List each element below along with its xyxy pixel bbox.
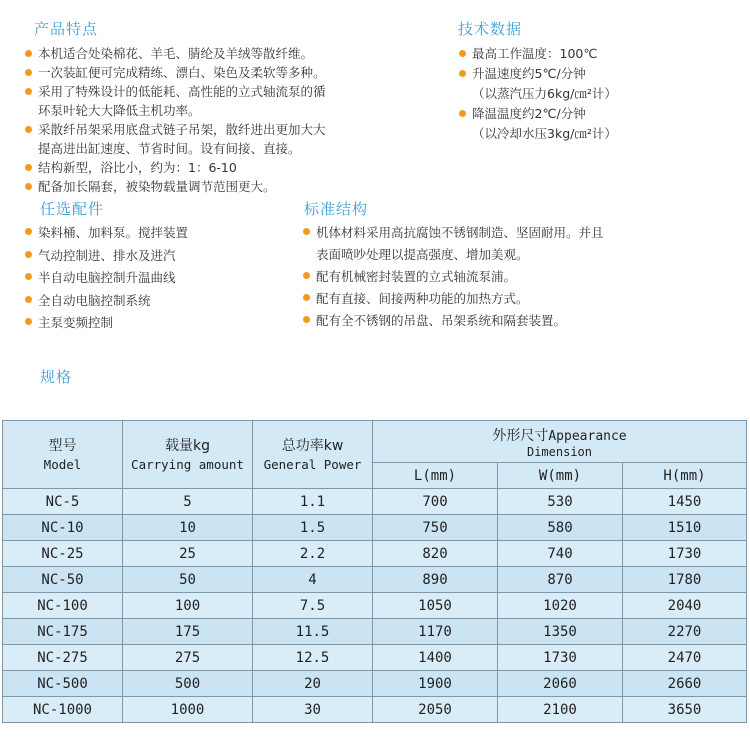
list-item: 降温温度约2℃/分钟 — [458, 104, 738, 124]
table-row: NC-10 10 1.5 750 580 1510 — [3, 515, 747, 541]
spec-table-container — [2, 420, 746, 720]
bullet-icon — [25, 164, 32, 171]
list-item: 配有直接、间接两种功能的加热方式。 — [302, 288, 742, 310]
table-row: NC-175 175 11.5 1170 1350 2270 — [3, 619, 747, 645]
tech-list — [458, 44, 738, 144]
list-item-continuation: 表面喷吵处理以提高强度、增加美观。 — [316, 247, 529, 262]
list-item-continuation: （以冷却水压3kg/㎝²计） — [472, 126, 617, 141]
bullet-icon — [25, 69, 32, 76]
bullet-icon — [25, 318, 32, 325]
table-row: NC-500 500 20 1900 2060 2660 — [3, 671, 747, 697]
features-list — [24, 44, 414, 196]
list-item: 采用了特殊设计的低能耗、高性能的立式轴流泵的循 — [24, 82, 414, 101]
bullet-icon — [25, 183, 32, 190]
header-dimension: 外形尺寸Appearance Dimension — [373, 421, 747, 463]
list-item: 主泵变频控制 — [24, 312, 294, 335]
table-row: NC-1000 1000 30 2050 2100 3650 — [3, 697, 747, 723]
list-item: 最高工作温度：100℃ — [458, 44, 738, 64]
bullet-icon — [25, 251, 32, 258]
optional-list — [24, 222, 294, 335]
list-item: 升温速度约5℃/分钟 — [458, 64, 738, 84]
structure-list — [302, 222, 742, 332]
header-load: 载量kg Carrying amount — [123, 421, 253, 489]
bullet-icon — [25, 50, 32, 57]
bullet-icon — [303, 228, 310, 235]
list-item: 配有全不锈钢的吊盘、吊架系统和隔套装置。 — [302, 310, 742, 332]
list-item: 一次装缸便可完成精练、漂白、染色及柔软等多种。 — [24, 63, 414, 82]
spec-title: 规格 — [40, 368, 73, 386]
spec-table — [2, 420, 747, 723]
bullet-icon — [459, 70, 466, 77]
list-item: 染料桶、加料泵。搅拌装置 — [24, 222, 294, 245]
structure-title: 标准结构 — [304, 200, 369, 218]
list-item: 机体材料采用高抗腐蚀不锈钢制造、坚固耐用。并且 — [302, 222, 742, 244]
bullet-icon — [303, 294, 310, 301]
bullet-icon — [25, 228, 32, 235]
list-item: 结构新型，浴比小，约为：1：6-10 — [24, 158, 414, 177]
bullet-icon — [303, 272, 310, 279]
list-item: 配有机械密封装置的立式轴流泵浦。 — [302, 266, 742, 288]
optional-title: 任选配件 — [40, 200, 105, 218]
bullet-icon — [25, 273, 32, 280]
bullet-icon — [459, 110, 466, 117]
header-model: 型号 Model — [3, 421, 123, 489]
list-item-continuation: 环泵叶轮大大降低主机功率。 — [38, 103, 201, 118]
bullet-icon — [25, 88, 32, 95]
list-item: 本机适合处染棉花、羊毛、腈纶及羊绒等散纤维。 — [24, 44, 414, 63]
header-length: L(mm) — [373, 463, 498, 489]
table-row: NC-50 50 4 890 870 1780 — [3, 567, 747, 593]
table-row: NC-100 100 7.5 1050 1020 2040 — [3, 593, 747, 619]
bullet-icon — [303, 316, 310, 323]
list-item: 全自动电脑控制系统 — [24, 290, 294, 313]
list-item: 采散纤吊架采用底盘式链子吊架，散纤进出更加大大 — [24, 120, 414, 139]
table-row: NC-5 5 1.1 700 530 1450 — [3, 489, 747, 515]
features-title: 产品特点 — [34, 20, 99, 38]
tech-title: 技术数据 — [458, 20, 523, 38]
table-row: NC-275 275 12.5 1400 1730 2470 — [3, 645, 747, 671]
table-row: NC-25 25 2.2 820 740 1730 — [3, 541, 747, 567]
list-item-continuation: （以蒸汽压力6kg/㎝²计） — [472, 86, 617, 101]
bullet-icon — [25, 296, 32, 303]
header-height: H(mm) — [623, 463, 747, 489]
header-power: 总功率kw General Power — [253, 421, 373, 489]
bullet-icon — [25, 126, 32, 133]
list-item: 配备加长隔套，被染物载量调节范围更大。 — [24, 177, 414, 196]
list-item: 半自动电脑控制升温曲线 — [24, 267, 294, 290]
header-width: W(mm) — [498, 463, 623, 489]
bullet-icon — [459, 50, 466, 57]
list-item-continuation: 提高进出缸速度、节省时间。设有间接、直接。 — [38, 141, 301, 156]
list-item: 气动控制进、排水及进汽 — [24, 245, 294, 268]
